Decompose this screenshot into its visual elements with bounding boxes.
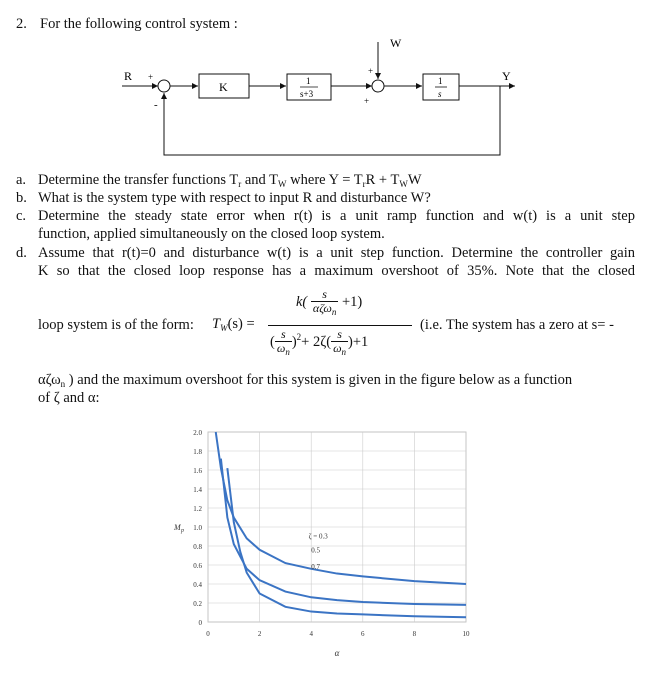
- part-a-letter: a.: [16, 172, 27, 188]
- plant1-num: 1: [306, 76, 311, 86]
- overshoot-chart: [160, 420, 480, 670]
- x-tick-label: 4: [309, 630, 313, 638]
- plant2-num: 1: [438, 76, 443, 86]
- part-d-line1: Assume that r(t)=0 and disturbance w(t) is a unit step function. Determine the controller gain: [38, 245, 635, 261]
- plant2-den: s: [438, 89, 442, 99]
- y-tick-label: 1.4: [193, 486, 202, 494]
- sum2-left-plus: +: [364, 96, 370, 106]
- plant1-den: s+3: [300, 89, 314, 99]
- summing-junction-2: [372, 80, 384, 92]
- disturbance-label: W: [390, 36, 402, 50]
- part-d-line5: of ζ and α:: [38, 390, 100, 406]
- x-tick-label: 10: [462, 630, 470, 638]
- transfer-function-formula: $T_W(s)$ = k( $\frac{s}{\alpha\zeta\omega_n}$ +1) ( $\frac{s}{\omega_n}$ )$^2$+ 2ζ( $\frac{s}{\omega_n}$ )+1: [212, 288, 412, 368]
- x-axis-label: α: [334, 648, 340, 658]
- sum1-plus: +: [148, 72, 154, 82]
- part-c-letter: c.: [16, 208, 27, 224]
- summing-junction-1: [158, 80, 170, 92]
- y-tick-label: 0.4: [193, 581, 202, 589]
- question-intro: For the following control system :: [40, 16, 238, 32]
- y-axis-label: M: [174, 523, 181, 532]
- y-tick-label: 1.8: [193, 448, 202, 456]
- part-c-line1: Determine the steady state error when r(t) is a unit ramp function and w(t) is a unit step: [38, 208, 635, 224]
- controller-label: K: [219, 80, 228, 94]
- y-tick-label: 1.2: [193, 505, 202, 513]
- block-diagram: [0, 0, 650, 165]
- question-number: 2.: [16, 16, 27, 32]
- y-tick-label: 1.6: [193, 467, 202, 475]
- part-a-text: Determine the transfer functions $T_r$ and $T_W$ where $Y = T_rR + T_WW$: [38, 172, 422, 189]
- part-d-line4: αζω$_n$ ) and the maximum overshoot for this system is given in the figure below as a function: [38, 372, 573, 389]
- sum1-minus: -: [154, 99, 158, 111]
- part-d-line2: K so that the closed loop response has a maximum overshoot of 35%. Note that the closed: [38, 263, 635, 279]
- y-axis-label-sub: p: [181, 528, 184, 534]
- y-tick-label: 0: [198, 619, 202, 627]
- series-annotation: 0.7: [311, 562, 320, 571]
- y-tick-label: 2.0: [193, 429, 202, 437]
- series-annotation: 0.5: [311, 546, 320, 555]
- x-tick-label: 6: [361, 630, 365, 638]
- series-line-3: [227, 468, 466, 617]
- part-d-line3-pre: loop system is of the form:: [38, 317, 194, 333]
- input-label: R: [124, 69, 133, 83]
- series-annotation: ζ = 0.3: [308, 532, 328, 541]
- part-b-text: What is the system type with respect to input R and disturbance W?: [38, 190, 431, 206]
- y-tick-label: 1.0: [193, 524, 202, 532]
- sum2-top-plus: +: [368, 66, 374, 76]
- part-d-line3-post: (i.e. The system has a zero at s= -: [420, 317, 614, 333]
- x-tick-label: 0: [206, 630, 210, 638]
- x-tick-label: 2: [257, 630, 262, 638]
- y-tick-label: 0.6: [193, 562, 202, 570]
- part-c-line2: function, applied simultaneously on the closed loop system.: [38, 226, 385, 242]
- y-tick-label: 0.2: [193, 600, 202, 608]
- output-label: Y: [502, 69, 511, 83]
- part-d-letter: d.: [16, 245, 27, 261]
- part-b-letter: b.: [16, 190, 27, 206]
- y-tick-label: 0.8: [193, 543, 202, 551]
- x-tick-label: 8: [412, 630, 417, 638]
